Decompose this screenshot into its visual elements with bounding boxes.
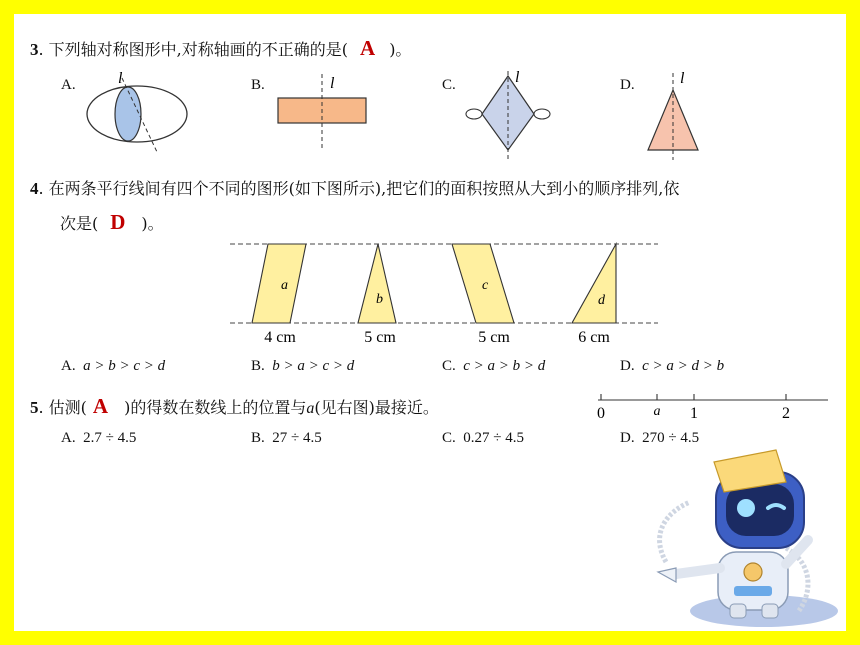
question-5-text: . 估测( bbox=[38, 398, 87, 417]
question-5-text-middle: )的得数在数线上的位置与 bbox=[124, 398, 307, 417]
question-5-var: a bbox=[306, 400, 315, 417]
q4-option-c: C. c > a > b > d bbox=[442, 358, 546, 374]
q4-shape-a-base: 4 cm bbox=[264, 329, 296, 346]
question-4-line-2 bbox=[60, 210, 164, 235]
q4-option-a: A. a > b > c > d bbox=[61, 358, 166, 374]
robot-mascot-illustration bbox=[636, 444, 846, 631]
q3-figure-b-axis-label: l bbox=[330, 75, 335, 92]
q4-shape-d bbox=[572, 244, 616, 323]
q4-figure bbox=[224, 236, 664, 348]
q3-figure-a-axis-label: l bbox=[118, 70, 123, 87]
q4-option-b: B. b > a > c > d bbox=[251, 358, 355, 374]
q4-shape-d-label: d bbox=[598, 293, 605, 308]
question-4-number: 4 bbox=[30, 179, 39, 198]
question-4-text-end: )。 bbox=[141, 214, 164, 233]
question-5-text-end: (见右图)最接近。 bbox=[314, 398, 439, 417]
q5-number-line bbox=[592, 384, 832, 426]
q4-shape-a-label: a bbox=[281, 278, 288, 293]
q3-figure-c bbox=[464, 66, 554, 161]
q3-figure-c-axis-label: l bbox=[515, 69, 520, 86]
q5-option-c: C. 0.27 ÷ 4.5 bbox=[442, 430, 524, 446]
q4-option-d: D. c > a > d > b bbox=[620, 358, 725, 374]
question-5-answer: A bbox=[92, 394, 109, 418]
q4-shape-d-base: 6 cm bbox=[578, 329, 610, 346]
q3-figure-d bbox=[640, 68, 720, 163]
q3-figure-d-axis-label: l bbox=[680, 70, 685, 87]
question-3-text: . 下列轴对称图形中,对称轴画的不正确的是( bbox=[38, 40, 349, 59]
q3-option-c-label: C. bbox=[442, 77, 456, 93]
q4-shape-a bbox=[252, 244, 306, 323]
question-4-text-2: 次是( bbox=[60, 214, 99, 233]
q5-tick-0: 0 bbox=[597, 405, 605, 422]
q3-option-d-label: D. bbox=[620, 77, 635, 93]
q5-tick-2: 2 bbox=[782, 405, 790, 422]
question-5 bbox=[30, 394, 439, 419]
q3-figure-b bbox=[272, 69, 372, 159]
question-3-answer: A bbox=[360, 36, 376, 60]
q5-option-b: B. 27 ÷ 4.5 bbox=[251, 430, 322, 446]
q4-shape-c-base: 5 cm bbox=[478, 329, 510, 346]
q5-point-a: a bbox=[653, 404, 661, 419]
q3-option-a-label: A. bbox=[61, 77, 76, 93]
question-3-number: 3 bbox=[30, 40, 39, 59]
q4-shape-c-label: c bbox=[482, 278, 489, 293]
q4-shape-b-label: b bbox=[376, 292, 383, 307]
question-4-text: . 在两条平行线间有四个不同的图形(如下图所示),把它们的面积按照从大到小的顺序排列,依 bbox=[38, 179, 680, 198]
worksheet-page bbox=[14, 14, 846, 631]
q3-figure-a bbox=[82, 66, 192, 156]
question-4 bbox=[30, 176, 679, 199]
q4-shape-b-base: 5 cm bbox=[364, 329, 396, 346]
q3-option-b-label: B. bbox=[251, 77, 265, 93]
q5-option-a: A. 2.7 ÷ 4.5 bbox=[61, 430, 137, 446]
q4-shape-b bbox=[358, 244, 396, 323]
q5-tick-1: 1 bbox=[690, 405, 698, 422]
question-3 bbox=[30, 36, 411, 61]
question-5-number: 5 bbox=[30, 398, 39, 417]
question-4-answer: D bbox=[110, 210, 126, 234]
question-3-text-end: )。 bbox=[389, 40, 412, 59]
q5-option-d: D. 270 ÷ 4.5 bbox=[620, 430, 700, 446]
